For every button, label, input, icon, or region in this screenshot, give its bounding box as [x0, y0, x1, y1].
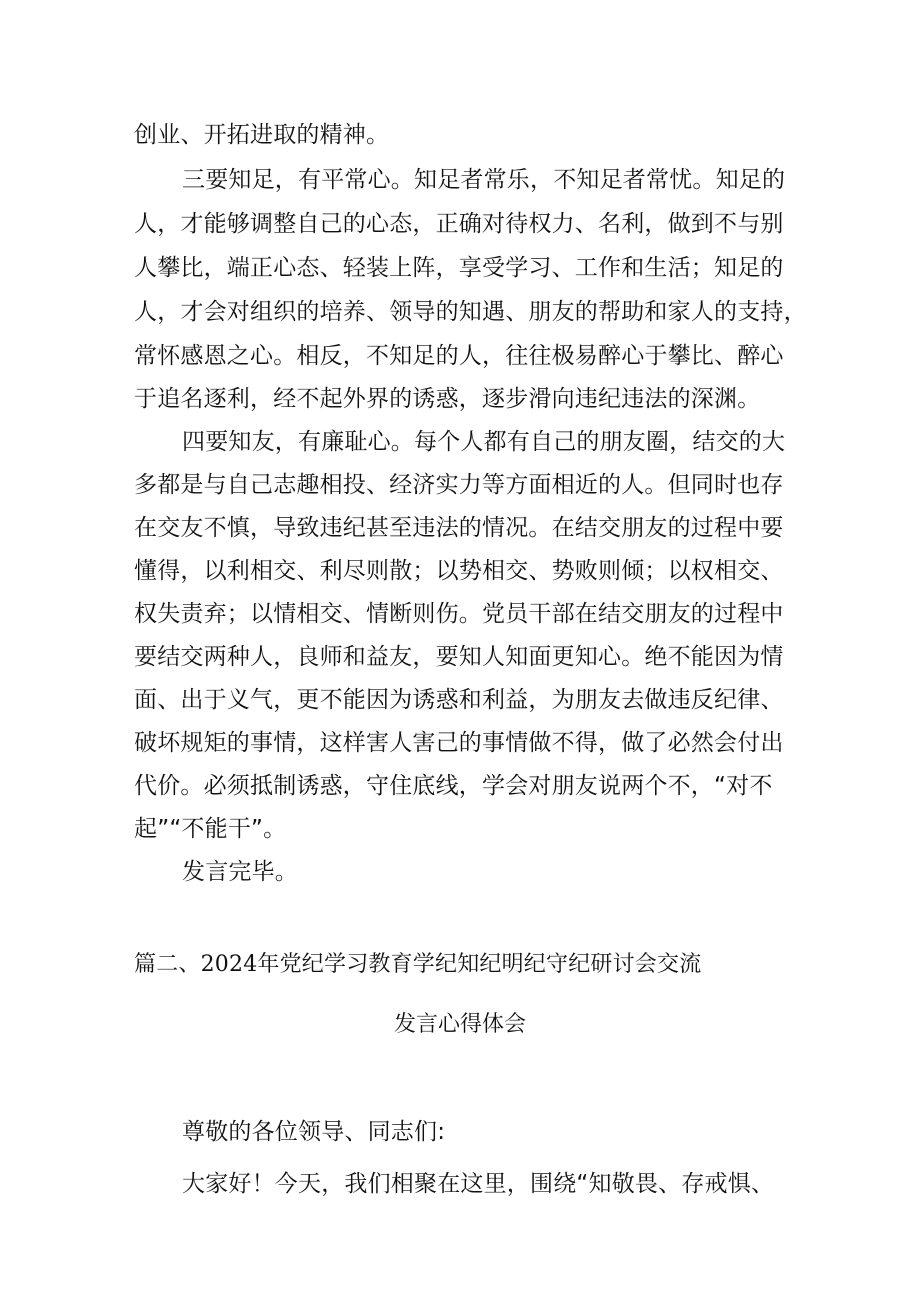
text-line: 人，才能够调整自己的心态，正确对待权力、名利，做到不与别 — [134, 211, 784, 237]
text-line: 懂得，以利相交、利尽则散；以势相交、势败则倾；以权相交、 — [134, 558, 784, 584]
text-line: 常怀感恩之心。相反，不知足的人，往往极易醉心于攀比、醉心 — [134, 343, 784, 369]
section-title-line-1: 篇二、2024年党纪学习教育学纪知纪明纪守纪研讨会交流 — [134, 952, 702, 977]
text-line: 人攀比，端正心态、轻装上阵，享受学习、工作和生活；知足的 — [134, 255, 784, 281]
text-line: 三要知足，有平常心。知足者常乐，不知足者常忧。知足的 — [182, 167, 786, 193]
text-line: 于追名逐利，经不起外界的诱惑，逐步滑向违纪违法的深渊。 — [134, 386, 761, 412]
closing-line: 发言完毕。 — [182, 859, 298, 885]
text-line: 破坏规矩的事情，这样害人害己的事情做不得，做了必然会付出 — [134, 730, 784, 756]
section-title-line-2: 发言心得体会 — [393, 1012, 526, 1037]
text-line: 创业、开拓进取的精神。 — [134, 122, 390, 148]
salutation: 尊敬的各位领导、同志们: — [182, 1119, 446, 1145]
text-line: 要结交两种人，良师和益友，要知人知面更知心。绝不能因为情 — [134, 644, 784, 670]
text-line: 人，才会对组织的培养、领导的知遇、朋友的帮助和家人的支持， — [134, 299, 807, 325]
text-line: 在交友不慎，导致违纪甚至违法的情况。在结交朋友的过程中要 — [134, 515, 784, 541]
text-line: 四要知友，有廉耻心。每个人都有自己的朋友圈，结交的大 — [182, 429, 786, 455]
text-line: 权失责弃；以情相交、情断则伤。党员干部在结交朋友的过程中 — [134, 601, 784, 627]
text-line: 代价。必须抵制诱惑，守住底线，学会对朋友说两个不，“对不 — [134, 773, 773, 799]
text-line: 面、出于义气，更不能因为诱惑和利益，为朋友去做违反纪律、 — [134, 687, 784, 713]
text-line: 多都是与自己志趣相投、经济实力等方面相近的人。但同时也存 — [134, 472, 784, 498]
opening-line: 大家好！今天，我们相聚在这里，围绕“知敬畏、存戒惧、 — [182, 1171, 775, 1197]
text-line: 起”“不能干”。 — [134, 816, 287, 842]
